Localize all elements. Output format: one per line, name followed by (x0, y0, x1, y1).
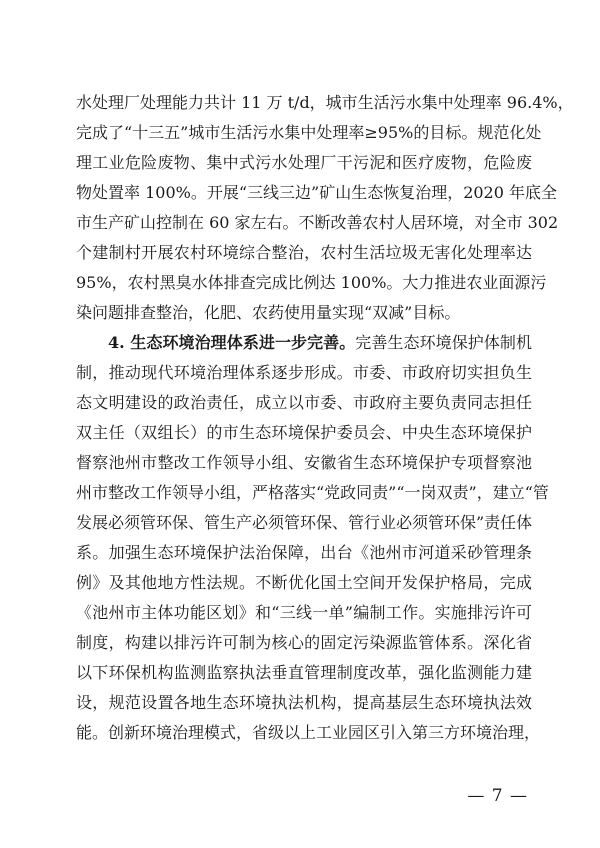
paragraph-line: 发展必须管环保、管生产必须管环保、管行业必须管环保”责任体 (76, 513, 533, 532)
paragraph-line: 物处置率 100%。开展“三线三边”矿山生态恢复治理，2020 年底全 (76, 183, 557, 202)
paragraph-line: 市生产矿山控制在 60 家左右。不断改善农村人居环境，对全市 302 (76, 213, 559, 232)
paragraph-line: 染问题排查整治，化肥、农药使用量实现“双减”目标。 (76, 303, 461, 322)
paragraph-line: 态文明建设的政治责任，成立以市委、市政府主要负责同志担任 (76, 393, 532, 412)
paragraph-line: 例》及其他地方性法规。不断优化国土空间开发保护格局，完成 (76, 573, 532, 592)
paragraph-line: 设，规范设置各地生态环境执法机构，提高基层生态环境执法效 (76, 693, 532, 712)
section-4-first-line-text: 完善生态环境保护体制机 (355, 333, 532, 352)
paragraph-line: 完成了“十三五”城市生活污水集中处理率≥95%的目标。规范化处 (76, 123, 542, 142)
section-4-first-line (76, 328, 532, 358)
paragraph-line: 州市整改工作领导小组，严格落实“党政同责”“一岗双责”，建立“管 (76, 483, 549, 502)
paragraph-line: 95%，农村黑臭水体排查完成比例达 100%。大力推进农业面源污 (76, 273, 547, 292)
page-number: — 7 — (467, 786, 528, 806)
body-text (76, 88, 574, 748)
paragraph-line: 《池州市主体功能区划》和“三线一单”编制工作。实施排污许可 (76, 603, 532, 622)
paragraph-line: 双主任（双组长）的市生态环境保护委员会、中央生态环境保护 (76, 423, 532, 442)
paragraph-line: 制，推动现代环境治理体系逐步形成。市委、市政府切实担负生 (76, 363, 532, 382)
paragraph-line: 理工业危险废物、集中式污水处理厂干污泥和医疗废物，危险废 (76, 153, 532, 172)
paragraph-line: 制度，构建以排污许可制为核心的固定污染源监管体系。深化省 (76, 633, 532, 652)
paragraph-line: 系。加强生态环境保护法治保障，出台《池州市河道采砂管理条 (76, 543, 532, 562)
paragraph-line: 个建制村开展农村环境综合整治，农村生活垃圾无害化处理率达 (76, 243, 532, 262)
paragraph-line: 以下环保机构监测监察执法垂直管理制度改革，强化监测能力建 (76, 663, 532, 682)
paragraph-line: 水处理厂处理能力共计 11 万 t/d，城市生活污水集中处理率 96.4%， (76, 93, 574, 112)
paragraph-line: 能。创新环境治理模式，省级以上工业园区引入第三方环境治理， (76, 723, 541, 742)
section-heading: 4. 生态环境治理体系进一步完善。 (108, 333, 356, 352)
paragraph-line: 督察池州市整改工作领导小组、安徽省生态环境保护专项督察池 (76, 453, 532, 472)
